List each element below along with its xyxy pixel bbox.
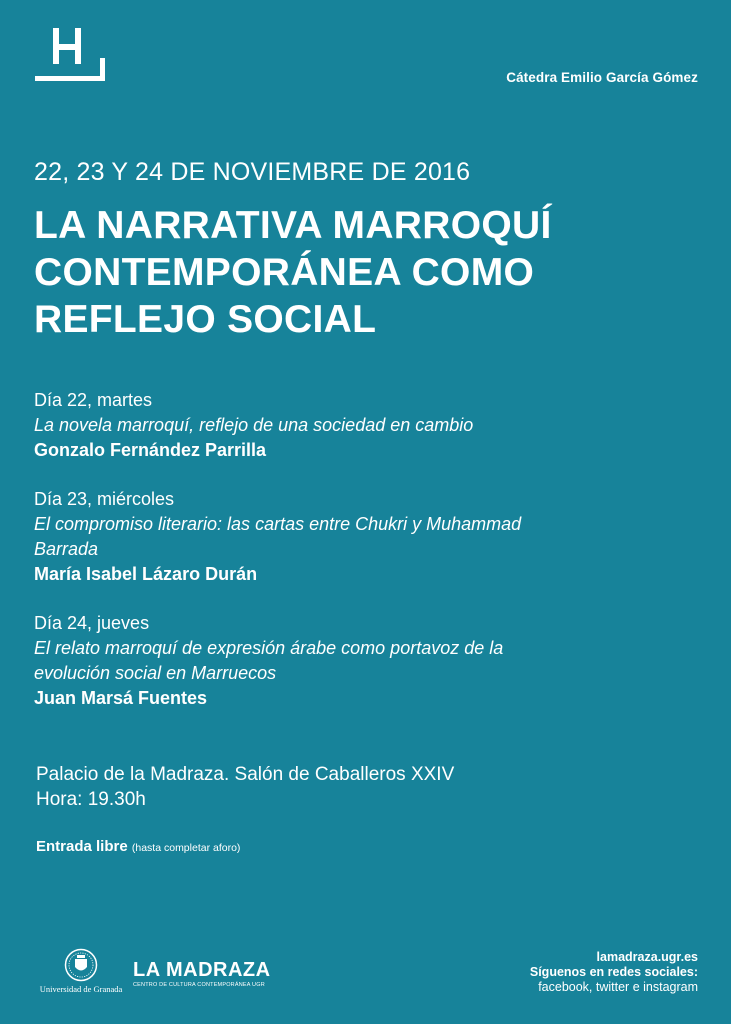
madraza-logo [133,960,271,988]
social-info [530,950,698,995]
session [34,388,654,463]
session [34,611,654,711]
event-title-line: CONTEMPORÁNEA COMO [34,251,535,294]
session-talk: La novela marroquí, reflejo de una sociedad en cambio [34,415,474,435]
madraza-subtitle: CENTRO DE CULTURA CONTEMPORÁNEA UGR [133,982,265,988]
event-title-line: LA NARRATIVA MARROQUÍ [34,204,552,247]
venue [36,762,454,812]
ugr-name: Universidad de Granada [39,984,123,994]
session-speaker: María Isabel Lázaro Durán [34,564,258,584]
social-label: Síguenos en redes sociales: [529,965,698,979]
catedra-name: Cátedra Emilio García Gómez [506,70,698,85]
social-networks: facebook, twitter e instagram [538,980,698,994]
session-talk: evolución social en Marruecos [34,663,277,683]
session-day: Día 23, miércoles [34,489,175,509]
session [34,487,654,587]
venue-time: Hora: 19.30h [36,789,146,810]
session-speaker: Juan Marsá Fuentes [34,688,208,708]
event-title [34,202,694,343]
website-link[interactable]: lamadraza.ugr.es [596,950,698,964]
session-day: Día 24, jueves [34,613,150,633]
event-title-line: REFLEJO SOCIAL [34,298,377,341]
madraza-h-logo-icon [35,22,105,86]
entry-info [36,838,240,855]
event-dates: 22, 23 Y 24 DE NOVIEMBRE DE 2016 [34,158,471,186]
entry-label: Entrada libre [36,838,128,855]
program [34,388,654,735]
madraza-name: LA MADRAZA [133,959,271,981]
venue-place: Palacio de la Madraza. Salón de Caballeros XXIV [36,764,455,785]
session-talk: El compromiso literario: las cartas entre Chukri y Muhammad [34,514,522,534]
session-day: Día 22, martes [34,390,153,410]
session-speaker: Gonzalo Fernández Parrilla [34,440,267,460]
university-crest-icon [64,948,98,982]
session-talk: El relato marroquí de expresión árabe como portavoz de la [34,638,504,658]
session-talk: Barrada [34,539,99,559]
entry-note: (hasta completar aforo) [131,842,241,854]
ugr-logo [36,948,126,994]
